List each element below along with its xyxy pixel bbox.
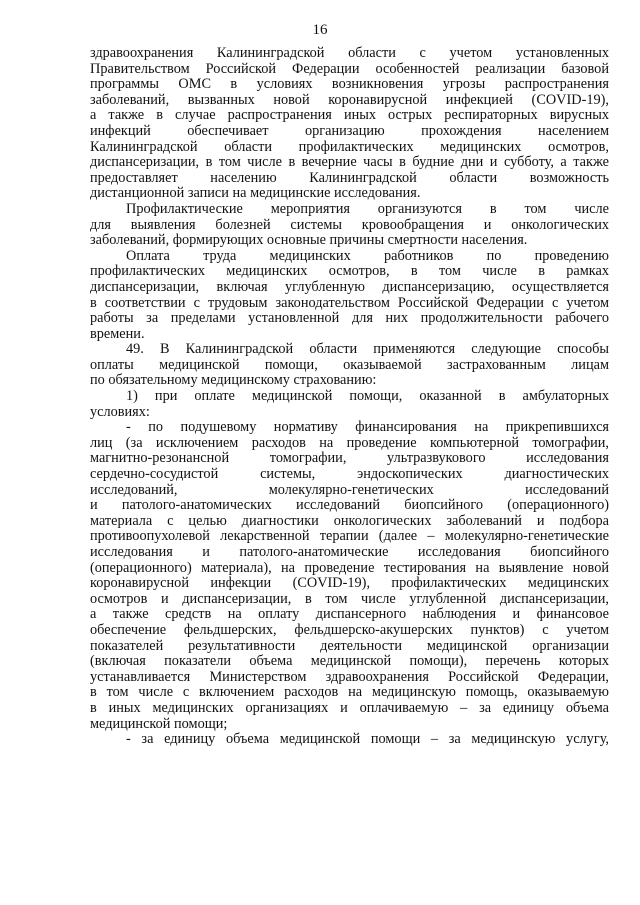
text-line: времени. bbox=[90, 325, 145, 342]
text-line: противоопухолевой лекарственной терапии (далее – молекулярно-генетические bbox=[90, 528, 609, 545]
page-number: 16 bbox=[312, 22, 328, 38]
text-line: в том числе с включением расходов на медицинскую помощь, оказываемую bbox=[90, 684, 609, 701]
text-line: магнитно-резонансной томографии, ультразвукового исследования bbox=[90, 450, 609, 467]
text-line: устанавливается Министерством здравоохранения Российской Федерации, bbox=[90, 668, 609, 685]
text-line: обеспечение фельдшерских, фельдшерско-акушерских пунктов) с учетом bbox=[90, 621, 609, 638]
text-line: диспансеризации, включая углубленную диспансеризацию, осуществляется bbox=[90, 278, 609, 295]
text-line: здравоохранения Калининградской области с учетом установленных bbox=[90, 45, 609, 61]
text-line: - по подушевому нормативу финансирования на прикрепившихся bbox=[126, 419, 609, 436]
text-line: диспансеризации, в том числе в вечерние часы в будние дни и субботу, а также bbox=[90, 154, 609, 171]
text-line: программы ОМС в условиях возникновения угрозы распространения bbox=[90, 76, 609, 93]
text-line: показателей результативности деятельности медицинской организации bbox=[90, 637, 609, 654]
text-line: инфекций обеспечивает организацию прохождения населением bbox=[90, 122, 609, 139]
text-line: заболеваний, вызванных новой коронавирусной инфекцией (COVID-19), bbox=[90, 91, 609, 108]
text-line: Правительством Российской Федерации особенностей реализации базовой bbox=[90, 60, 609, 77]
text-line: работы за пределами установленной для них продолжительности рабочего bbox=[90, 310, 609, 327]
text-line: лиц (за исключением расходов на проведение компьютерной томографии, bbox=[90, 434, 609, 451]
text-line: осмотров и диспансеризации, в том числе углубленной диспансеризации, bbox=[90, 590, 609, 607]
text-line: (операционного) материала), на проведение тестирования на выявление новой bbox=[90, 559, 609, 576]
text-line: в иных медицинских организациях и оплачиваемую – за единицу объема bbox=[90, 699, 609, 716]
text-line: Профилактические мероприятия организуются в том числе bbox=[126, 200, 609, 217]
text-line: для выявления болезней системы кровообращения и онкологических bbox=[90, 216, 609, 233]
document-body bbox=[90, 46, 609, 748]
text-line: исследования и патолого-анатомические исследования биопсийного bbox=[90, 544, 609, 560]
text-line: Калининградской области профилактических медицинских осмотров, bbox=[90, 138, 609, 155]
text-line: дистанционной записи на медицинские исследования. bbox=[90, 185, 421, 202]
text-line: сердечно-сосудистой системы, эндоскопических диагностических bbox=[90, 466, 609, 483]
text-line: исследований, молекулярно-генетических исследований bbox=[90, 481, 609, 498]
text-line: материала с целью диагностики онкологических заболеваний и подбора bbox=[90, 512, 609, 529]
text-line: условиях: bbox=[90, 403, 150, 420]
text-line: профилактических медицинских осмотров, в том числе в рамках bbox=[90, 263, 609, 280]
text-line: коронавирусной инфекции (COVID-19), профилактических медицинских bbox=[90, 575, 609, 592]
text-line: в соответствии с трудовым законодательством Российской Федерации с учетом bbox=[90, 294, 609, 311]
text-line: (включая показатели объема медицинской помощи), перечень которых bbox=[90, 653, 609, 670]
text-line: медицинской помощи; bbox=[90, 715, 228, 732]
text-line: а также средств на оплату диспансерного наблюдения и финансовое bbox=[90, 606, 609, 623]
text-line: а также в случае распространения иных острых респираторных вирусных bbox=[90, 107, 609, 124]
text-line: заболеваний, формирующих основные причины смертности населения. bbox=[90, 232, 528, 249]
text-line: и патолого-анатомических исследований биопсийного (операционного) bbox=[90, 497, 609, 514]
text-line: предоставляет населению Калининградской области возможность bbox=[90, 169, 609, 186]
text-line: Оплата труда медицинских работников по проведению bbox=[126, 247, 609, 264]
text-line: оплаты медицинской помощи, оказываемой застрахованным лицам bbox=[90, 356, 609, 373]
text-line: 49. В Калининградской области применяются следующие способы bbox=[126, 341, 609, 358]
text-line: по обязательному медицинскому страхованию: bbox=[90, 372, 377, 389]
text-line: - за единицу объема медицинской помощи – за медицинскую услугу, bbox=[126, 731, 609, 748]
text-line: 1) при оплате медицинской помощи, оказанной в амбулаторных bbox=[126, 388, 609, 405]
